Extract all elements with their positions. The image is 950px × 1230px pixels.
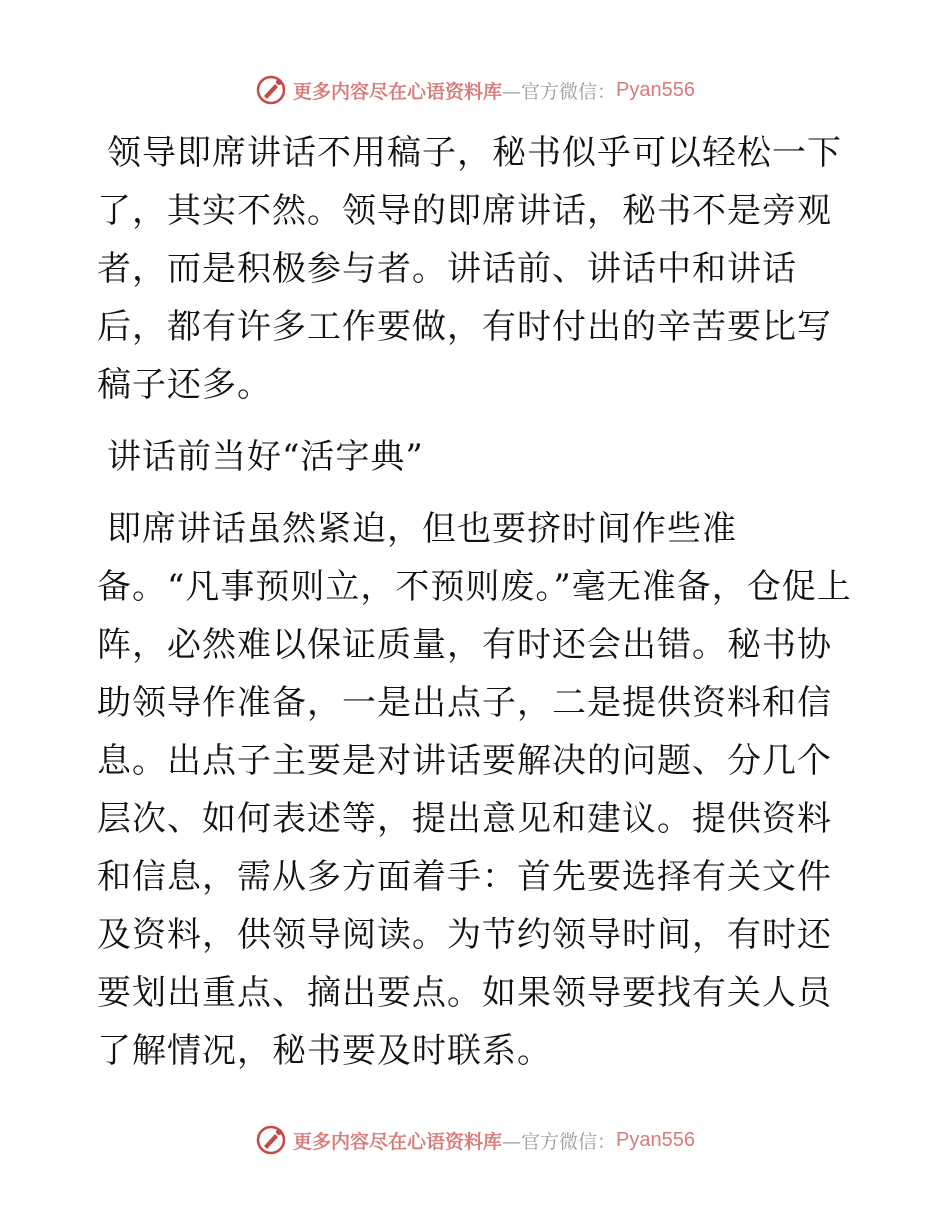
section-heading: 讲话前当好“活字典” (107, 437, 424, 477)
paragraph-line1: 即席讲话虽然紧迫，但也要挤时间作些准 (107, 509, 737, 549)
pen-circle-icon (255, 74, 287, 106)
pen-circle-icon (255, 1124, 287, 1156)
banner-main-text: 更多内容尽在心语资料库 (293, 80, 503, 103)
header-banner (0, 70, 950, 110)
banner-dash-text: —官方微信： (502, 80, 617, 103)
banner-wechat-id: Pyan556 (616, 1128, 695, 1151)
paragraph-gap (97, 414, 857, 428)
document-body (97, 124, 857, 1080)
footer-banner (0, 1120, 950, 1160)
paragraph-intro: 领导即席讲话不用稿子，秘书似乎可以轻松一下了，其实不然。领导的即席讲话，秘书不是旁观者，而是积极参与者。讲话前、讲话中和讲话后，都有许多工作要做，有时付出的辛苦要比写稿子还多。 (97, 133, 842, 405)
banner-dash-text: —官方微信： (502, 1130, 617, 1153)
banner-main-text: 更多内容尽在心语资料库 (293, 1130, 503, 1153)
banner-wechat-id: Pyan556 (616, 78, 695, 101)
paragraph-body: 备。“凡事预则立，不预则废。”毫无准备，仓促上阵，必然难以保证质量，有时还会出错。秘书协助领导作准备，一是出点子，二是提供资料和信息。出点子主要是对讲话要解决的问题、分几个层次、如何表述等，提出意见和建议。提供资料和信息，需从多方面着手：首先要选择有关文件及资料，供领导阅读。为节约领导时间，有时还要划出重点、摘出要点。如果领导要找有关人员了解情况，秘书要及时联系。 (97, 567, 852, 1071)
paragraph-gap (97, 486, 857, 500)
